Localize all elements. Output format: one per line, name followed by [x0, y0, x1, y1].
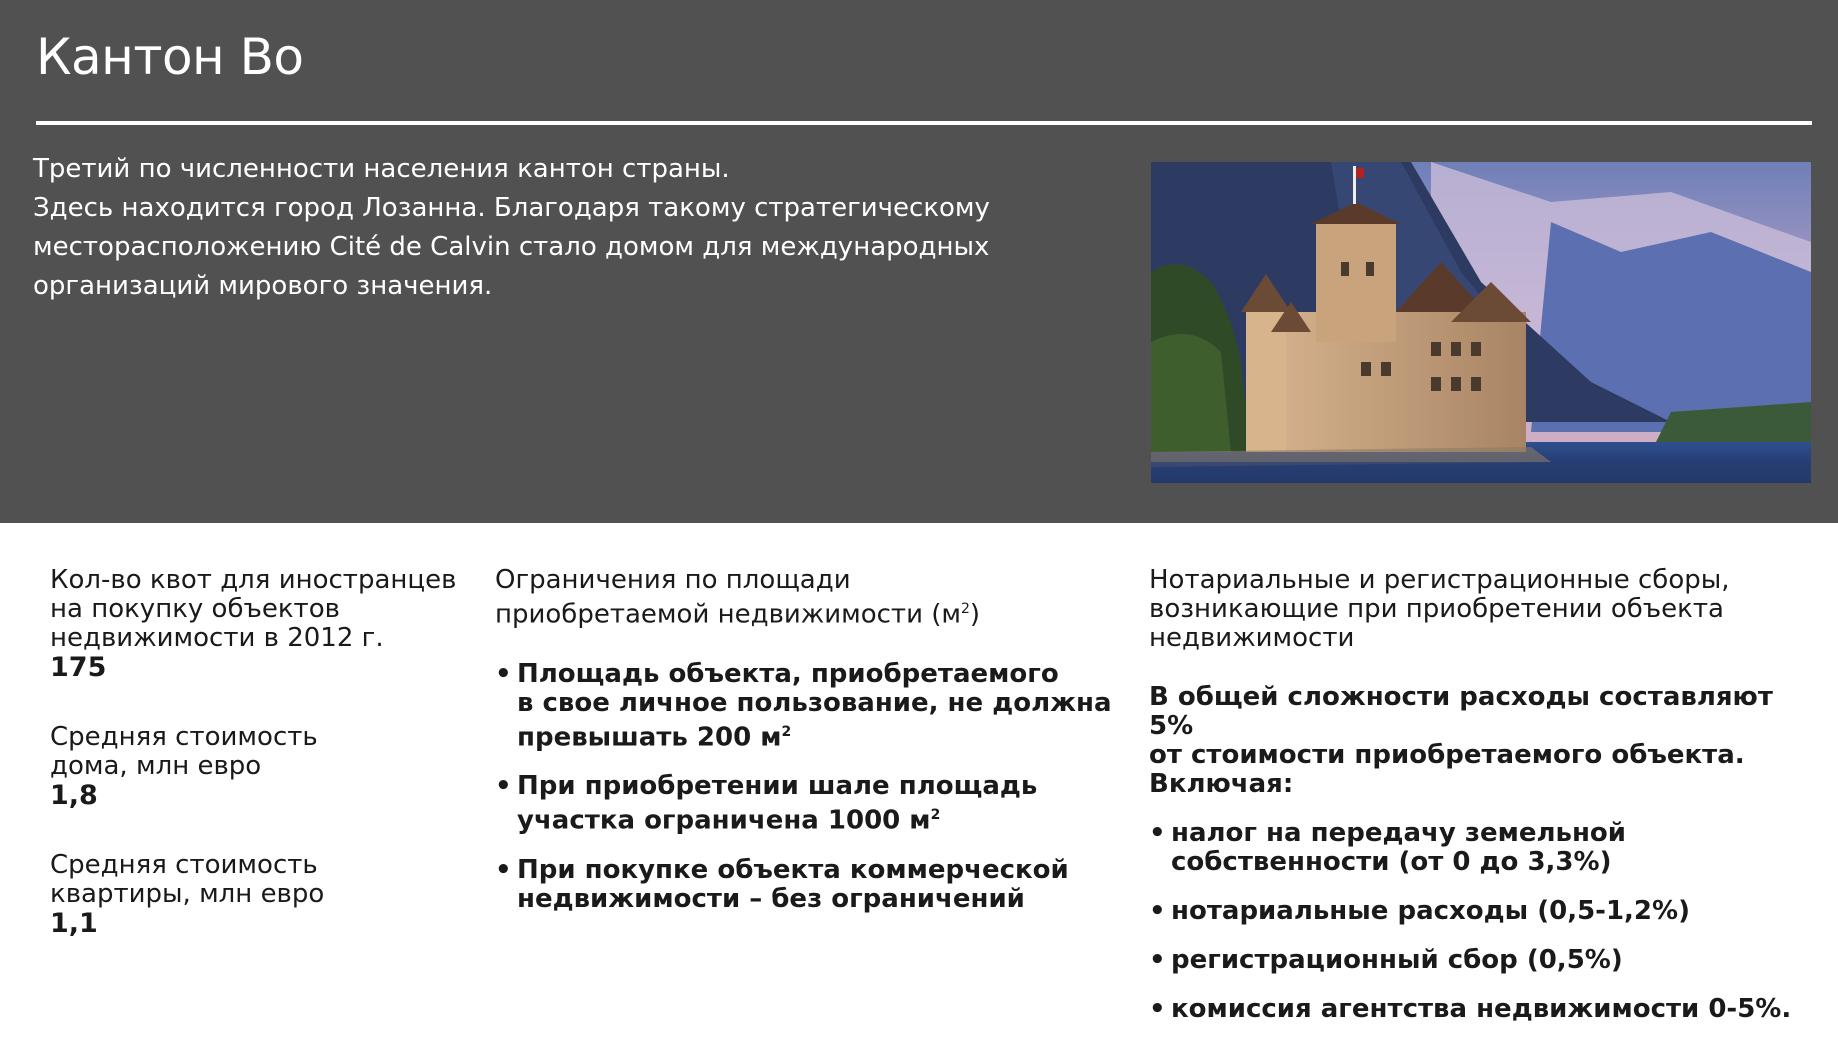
list-item: [495, 660, 1115, 753]
fees-column: [1149, 566, 1809, 1044]
stat-label: Кол-во квот для иностранцев: [50, 565, 457, 595]
list-item-line: • При приобретении шале площадь: [517, 771, 1038, 802]
restrictions-heading-text: приобретаемой недвижимости (м: [495, 599, 961, 630]
page-title: Кантон Во: [36, 28, 304, 86]
list-item-line: [517, 718, 1115, 753]
list-item: [1149, 946, 1809, 975]
fees-summary-line: от стоимости приобретаемого объекта.: [1149, 740, 1745, 770]
stat-value: 1,8: [50, 780, 98, 811]
castle-photo: [1151, 162, 1811, 483]
superscript: 2: [961, 601, 970, 617]
restrictions-list: [495, 660, 1115, 914]
stat-value: 175: [50, 652, 107, 683]
list-item-line: • налог на передачу земельной: [1171, 818, 1626, 848]
intro-line: Третий по численности населения кантон страны.: [33, 154, 730, 184]
intro-line: месторасположению Cité de Calvin стало домом для международных: [33, 232, 990, 262]
superscript: 2: [781, 723, 792, 740]
stat-house-price: [50, 723, 470, 811]
stat-label: на покупку объектов: [50, 594, 340, 624]
list-item-line: недвижимости – без ограничений: [517, 883, 1025, 914]
fees-summary-line: Включая:: [1149, 769, 1294, 799]
list-item-text: участка ограничена 1000 м: [517, 805, 931, 836]
list-item-line: [517, 801, 1115, 836]
list-item: [1149, 897, 1809, 926]
list-item-text: превышать 200 м: [517, 722, 782, 753]
fees-summary: [1149, 683, 1809, 799]
list-item: [1149, 819, 1809, 877]
restrictions-heading: [495, 595, 1115, 630]
stat-label: Средняя стоимость: [50, 722, 318, 752]
list-item-line: • нотариальные расходы (0,5-1,2%): [1171, 896, 1690, 926]
stat-value: 1,1: [50, 908, 98, 939]
list-item-line: собственности (от 0 до 3,3%): [1171, 847, 1612, 877]
fees-list: [1149, 819, 1809, 1024]
fees-summary-line: В общей сложности расходы составляют 5%: [1149, 682, 1773, 741]
stat-apartment-price: [50, 851, 470, 939]
stat-label: квартиры, млн евро: [50, 879, 325, 909]
list-item: [495, 772, 1115, 836]
fees-heading: возникающие при приобретении объекта: [1149, 594, 1724, 624]
stat-label: недвижимости в 2012 г.: [50, 623, 384, 653]
intro-line: Здесь находится город Лозанна. Благодаря такому стратегическому: [33, 193, 990, 223]
stats-column: [50, 566, 470, 979]
intro-text: [33, 150, 1033, 306]
stat-label: Средняя стоимость: [50, 850, 318, 880]
list-item: [1149, 995, 1809, 1024]
list-item-line: в свое личное пользование, не должна: [517, 687, 1112, 718]
list-item-line: • комиссия агентства недвижимости 0-5%.: [1171, 994, 1792, 1024]
fees-heading: Нотариальные и регистрационные сборы,: [1149, 565, 1730, 595]
superscript: 2: [930, 807, 941, 824]
list-item-line: • При покупке объекта коммерческой: [517, 854, 1069, 885]
restrictions-heading: Ограничения по площади: [495, 565, 851, 595]
fees-heading: недвижимости: [1149, 623, 1355, 653]
list-item: [495, 856, 1115, 914]
restrictions-column: [495, 566, 1115, 934]
stat-quota: [50, 566, 470, 683]
restrictions-heading-end: ): [969, 599, 981, 630]
stat-label: дома, млн евро: [50, 751, 262, 781]
intro-line: организаций мирового значения.: [33, 271, 493, 301]
list-item-line: • регистрационный сбор (0,5%): [1171, 945, 1623, 975]
list-item-line: • Площадь объекта, приобретаемого: [517, 658, 1059, 689]
title-divider: [36, 121, 1812, 125]
